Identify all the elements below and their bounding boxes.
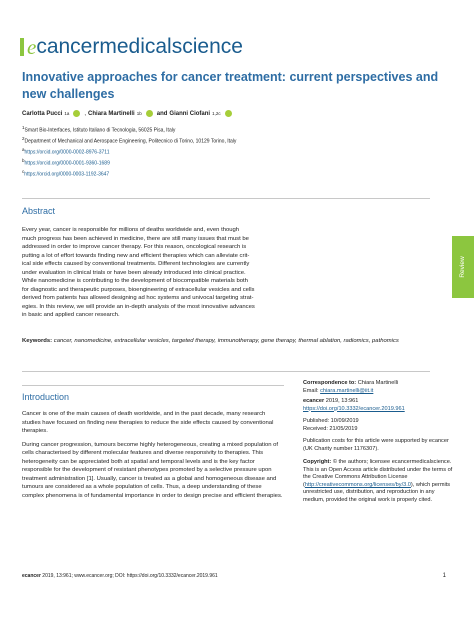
author-list: Carlotta Pucci 1a , Chiara Martinelli 1b and Gianni Ciofani 1,2c [22, 110, 234, 117]
orcid-link[interactable]: ahttps://orcid.org/0000-0002-8976-3711 [22, 147, 110, 156]
paragraph: Cancer is one of the main causes of death worldwide, and in the past decade, many research studies have focused on finding new therapies to reduce the side effects caused by conventional therapies. [22, 411, 274, 435]
author-sup: 1,2c [212, 111, 221, 116]
introduction-body [22, 410, 284, 505]
orcid-icon[interactable] [146, 110, 153, 117]
review-tab [452, 236, 474, 298]
abstract-heading: Abstract [22, 206, 56, 216]
author-sup: 1b [136, 111, 142, 116]
copyright-block: Copyright: © the authors; licensee ecancermedicalscience. This is an Open Access article distributed under the terms of the Creative Commons Attribution License (http://creativecommons.org/licenses/by/3.0), which permits unrestricted use, distribution, and reproduction in any medium, provided the original work is properly cited. [303, 459, 453, 503]
logo-cancer: cancer [36, 35, 100, 58]
paragraph: During cancer progression, tumours become highly heterogeneous, creating a mixed population of cells characterised by different molecular features and diverse responsivity to therapies. This heterogeneity can be appreciated both at spatial and temporal levels and is the key factor responsible for the development of resistant phenotypes promoted by a selective pressure upon treatment administration [1]. Usually, cancer is treated as a global and homogeneous disease and tumours are considered as a whole population of cells. Thus, a deep understanding of these complex phenomena is of fundamental importance in order to design precise and efficient therapies. [22, 441, 283, 499]
logo-medicalscience: medicalscience [99, 35, 243, 58]
author-connector: and [156, 110, 168, 117]
orcid-link[interactable]: chttps://orcid.org/0000-0003-1192-3647 [22, 169, 110, 178]
orcid-link[interactable]: bhttps://orcid.org/0000-0001-9360-1689 [22, 158, 110, 167]
keywords-label: Keywords: [22, 338, 53, 344]
citation-block: ecancer 2019, 13:961 https://doi.org/10.3332/ecancer.2019.961 [303, 398, 453, 413]
email-link[interactable]: chiara.martinelli@iit.it [320, 387, 374, 394]
publication-costs: Publication costs for this article were supported by ecancer (UK Charity number 1176307). [303, 438, 449, 452]
dates-block: Published: 10/09/2019 Received: 21/05/2019 [303, 418, 359, 432]
orcid-icon[interactable] [225, 110, 232, 117]
affiliations [22, 124, 236, 179]
divider [22, 198, 430, 199]
logo-bar [20, 38, 24, 56]
article-title: Innovative approaches for cancer treatment: current perspectives and new challenges [22, 70, 439, 101]
license-link[interactable]: http://creativecommons.org/licenses/by/3.0 [304, 481, 411, 488]
divider [22, 371, 430, 372]
author-name: Gianni Ciofani [169, 110, 211, 117]
keywords-values: cancer, nanomedicine, extracellular vesicles, targeted therapy, immunotherapy, gene therapy, thermal ablation, radiomics, pathomics [53, 338, 399, 344]
logo-e: e [27, 34, 37, 59]
orcid-icon[interactable] [73, 110, 80, 117]
footer-citation: 2019, 13:961; www.ecancer.org; DOI: https://doi.org/10.3332/ecancer.2019.961 [42, 573, 218, 579]
keywords [22, 337, 428, 346]
author-sup: 1a [64, 111, 70, 116]
introduction-heading: Introduction [22, 392, 70, 402]
affiliation-line: 2Department of Mechanical and Aerospace Engineering, Politecnico di Torino, 10129 Torino, Italy [22, 136, 237, 145]
footer-journal: ecancer [22, 573, 41, 579]
journal-logo [20, 34, 243, 60]
review-tab-label: Review [459, 256, 466, 278]
author-name: Chiara Martinelli [88, 110, 135, 117]
divider [22, 385, 284, 386]
page-footer [22, 573, 446, 579]
doi-link[interactable]: https://doi.org/10.3332/ecancer.2019.961 [303, 405, 405, 412]
abstract-body: Every year, cancer is responsible for millions of deaths worldwide and, even though much progress has been achieved in medicine, there are still many issues that must be addressed in order to improve cancer therapy. For this reason, oncological research is putting a lot of effort towards finding new and efficient therapies which can alleviate crit- ical side effects caused by conventional treatments. Different technologies are currently under evaluation in clinical trials or have been already introduced into clinical practice. While nanomedicine is contributing to the development of biocompatible materials both for diagnostic and therapeutic purposes, bioengineering of extracellular vesicles and cells derived from patients has allowed designing ad hoc systems and univocal targeting strat- egies. In this review, we will provide an in-depth analysis of the most innovative advances in basic and applied cancer research. [22, 227, 255, 319]
author-name: Carlotta Pucci [22, 110, 63, 117]
correspondence-block: Correspondence to: Chiara Martinelli Email: chiara.martinelli@iit.it [303, 380, 399, 394]
page-number: 1 [442, 573, 446, 579]
affiliation-line: 1Smart Bio-Interfaces, Istituto Italiano di Tecnologia, 56025 Pisa, Italy [22, 125, 176, 134]
